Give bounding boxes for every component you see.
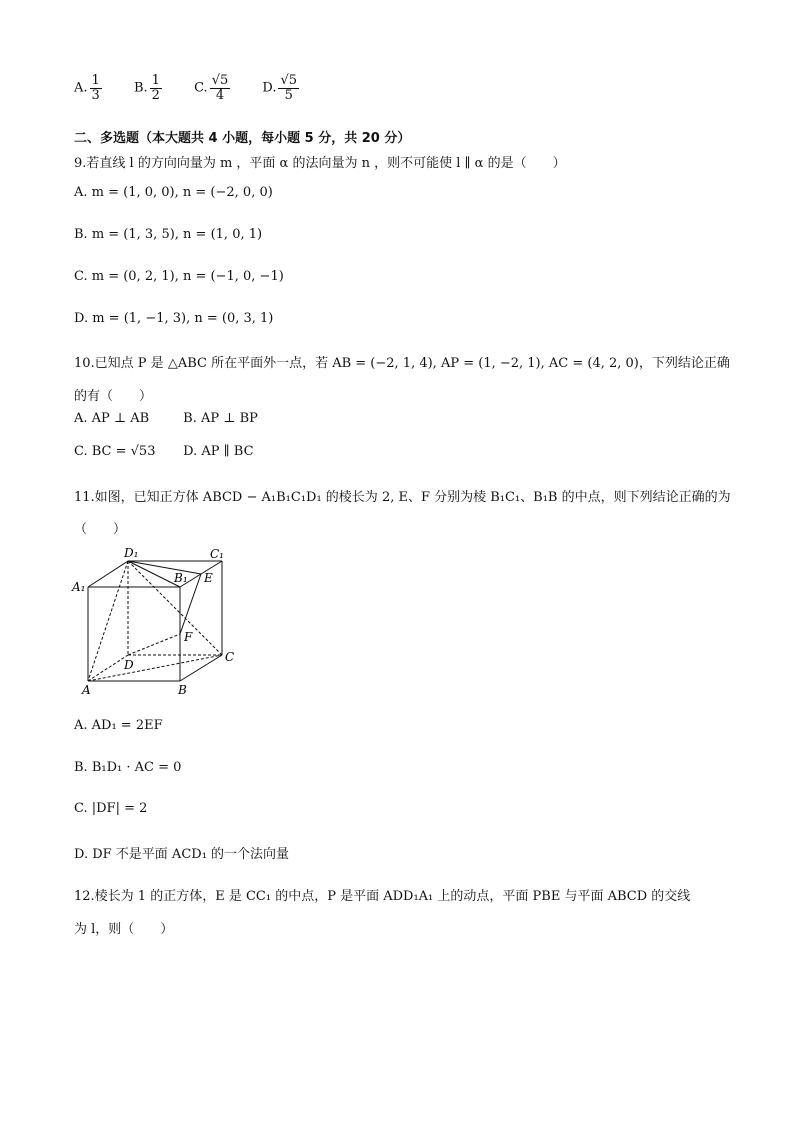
q11-option-d: D. DF 不是平面 ACD₁ 的一个法向量 [74,847,290,862]
q8-options [74,74,327,102]
q12-stem-line2: 为 l，则（ ） [74,922,174,937]
segment-d-f [128,634,180,655]
q10-option-c: C. BC = √53 [74,444,156,459]
segment-d1-b1 [128,561,180,587]
segment-d1-a [88,561,128,681]
q9-option-b: B. m = (1, 3, 5), n = (1, 0, 1) [74,227,263,242]
label-d: D [124,658,134,672]
edge-a1-d1 [88,561,128,587]
q11-option-c: C. |DF| = 2 [74,801,148,816]
q10-option-d: D. AP ∥ BC [183,444,254,459]
q11-stem-line1: 11.如图，已知正方体 ABCD − A₁B₁C₁D₁ 的棱长为 2, E、F 分别为棱 B₁C₁、B₁B 的中点，则下列结论正确的为 [74,490,731,505]
q9-option-d: D. m = (1, −1, 3), n = (0, 3, 1) [74,311,274,326]
cube-figure [70,545,240,695]
q9-option-c: C. m = (0, 2, 1), n = (−1, 0, −1) [74,269,284,284]
label-b: B [178,683,187,695]
section-2-heading: 二、多选题（本大题共 4 小题，每小题 5 分，共 20 分） [74,131,411,146]
label-c1: C₁ [210,547,224,561]
q10-stem-line2: 的有（ ） [74,389,153,404]
q8-option-b: B. $\frac{1}{2}$ [133,73,160,103]
label-f: F [184,630,193,644]
q9-option-a: A. m = (1, 0, 0), n = (−2, 0, 0) [74,185,273,200]
q10-options-row2 [74,444,254,459]
q10-stem-line1: 10.已知点 P 是 △ABC 所在平面外一点，若 AB = (−2, 1, 4), AP = (1, −2, 1), AC = (4, 2, 0)，下列结论正确 [74,356,730,371]
q8-option-c: C. $\frac{√5}{4}$ [194,73,229,103]
q9-stem: 9.若直线 l 的方向向量为 m ，平面 α 的法向量为 n ，则不可能使 l ∥ α 的是（ ） [74,156,566,171]
q11-option-b: B. B₁D₁ · AC = 0 [74,760,182,775]
q11-option-a: A. AD₁ = 2EF [74,718,163,733]
q8-option-d: D. $\frac{√5}{5}$ [262,73,298,103]
label-a: A [82,683,91,695]
label-c: C [225,650,235,664]
q8-option-a: A. $\frac{1}{3}$ [74,73,100,103]
label-b1: B₁ [174,571,188,585]
q10-option-a: A. AP ⊥ AB [74,411,150,426]
q10-options-row1 [74,411,258,426]
q12-stem-line1: 12.棱长为 1 的正方体，E 是 CC₁ 的中点，P 是平面 ADD₁A₁ 上的动点，平面 PBE 与平面 ABCD 的交线 [74,889,691,904]
q11-stem-line2: （ ） [74,522,127,537]
label-d1: D₁ [124,546,139,560]
label-e: E [204,571,213,585]
label-a1: A₁ [72,580,86,594]
q10-option-b: B. AP ⊥ BP [183,411,258,426]
